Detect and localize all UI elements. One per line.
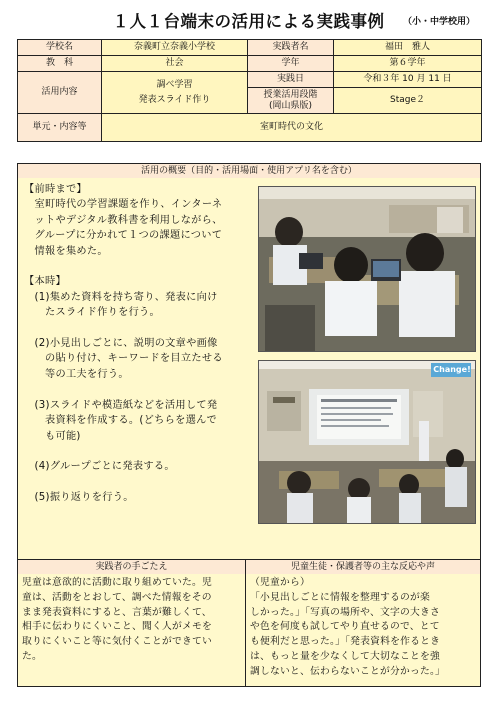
document-title: [0, 8, 497, 30]
school-label: 学校名: [18, 40, 102, 56]
voices-header: 児童生徒・保護者等の主な反応や声: [245, 559, 481, 575]
voices-body: （児童から） 「小見出しごとに情報を整理するのが楽 しかった。」「写真の場所や、文字の大きさ や色を何度も試してやり直せるので、とて も便利だと思った。」「発表資料を作るとき は、もっと量を少なくして大切なことを強 調しないと、伝わらないことが分かった。」: [245, 574, 481, 687]
activity-label: 活用内容: [18, 72, 102, 114]
teacher-value: 福田 雅人: [334, 40, 482, 56]
stage-value: Stage２: [334, 88, 482, 114]
change-board-label: Change!: [433, 365, 471, 374]
info-table: [17, 39, 482, 142]
grade-value: 第６学年: [334, 56, 482, 72]
overview-body: 【前時まで】 室町時代の学習課題を作り、インターネ ットやデジタル教科書を利用しながら、 グループに分かれて１つの課題について 情報を集めた。 【本時】 (1)集めた資料を持ち寄り、発表に向け たスライド作りを行う。 (2)小見出しごとに、説明の文章や画像 の貼り付け、キーワードを目立たせる 等の工夫を行う。 (3)スライドや模造紙などを活用して発 表資料を作成する。(どちらを選んで も可能) (4)グループごとに発表する。 (5)振り返りを行う。: [24, 184, 223, 504]
activity-value: [102, 72, 248, 114]
overview-section: [17, 178, 481, 560]
title-subtitle: （小・中学校用）: [402, 17, 475, 27]
activity-value-line1: 調べ学習: [156, 79, 193, 90]
response-header: 実践者の手ごたえ: [17, 559, 246, 575]
unit-label: 単元・内容等: [18, 114, 102, 142]
teacher-label: 実践者名: [248, 40, 334, 56]
subject-value: 社会: [102, 56, 248, 72]
school-value: 奈義町立奈義小学校: [102, 40, 248, 56]
stage-label-line2: (岡山県版): [268, 100, 313, 111]
response-body: 児童は意欲的に活動に取り組めていた。児 童は、活動をとおして、調べた情報をその まま発表資料にすると、言葉が難しくて、 相手に伝わりにくいこと、聞く人がメモを 取りにくいこと等に気付くことができてい た。: [17, 574, 246, 687]
subject-label: 教 科: [18, 56, 102, 72]
title-text: １人１台端末の活用による実践事例: [112, 12, 385, 31]
overview-header: 活用の概要（目的・活用場面・使用アプリ名を含む）: [17, 163, 481, 179]
unit-value: 室町時代の文化: [102, 114, 482, 142]
stage-label: [248, 88, 334, 114]
classroom-laptop-photo: [258, 186, 476, 352]
stage-label-line1: 授業活用段階: [263, 89, 318, 100]
date-label: 実践日: [248, 72, 334, 88]
date-value: 令和３年 10 月 11 日: [334, 72, 482, 88]
classroom-presentation-photo: [258, 360, 476, 524]
activity-value-line2: 発表スライド作り: [138, 94, 211, 105]
grade-label: 学年: [248, 56, 334, 72]
